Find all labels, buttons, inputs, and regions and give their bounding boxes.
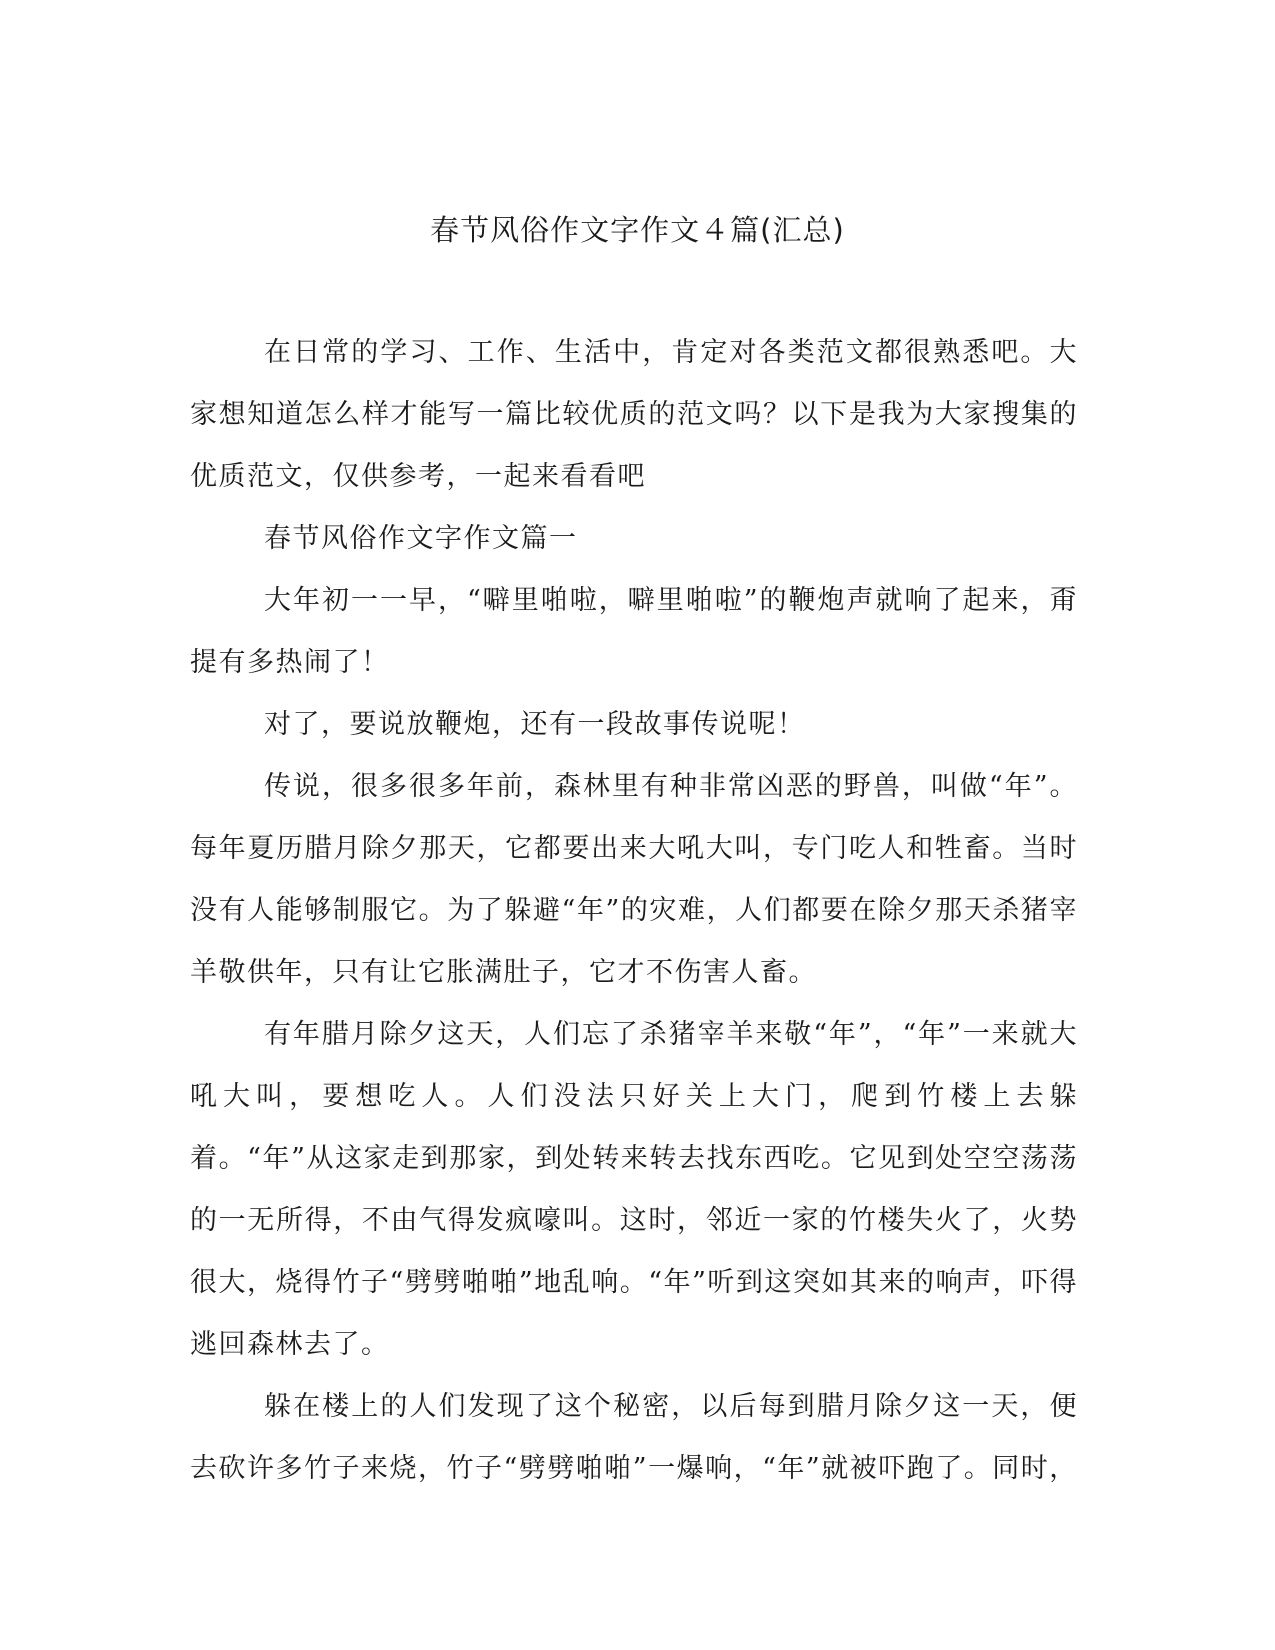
paragraph-intro: 在日常的学习、工作、生活中，肯定对各类范文都很熟悉吧。大家想知道怎么样才能写一篇比较优质的范文吗？以下是我为大家搜集的优质范文，仅供参考，一起来看看吧 <box>190 337 1078 492</box>
document-body <box>190 322 1078 1500</box>
paragraph: 有年腊月除夕这天，人们忘了杀猪宰羊来敬“年”，“年”一来就大吼大叫，要想吃人。人们没法只好关上大门，爬到竹楼上去躲着。“年”从这家走到那家，到处转来转去找东西吃。它见到处空空荡荡的一无所得，不由气得发疯嚎叫。这时，邻近一家的竹楼失火了，火势很大，烧得竹子“劈劈啪啪”地乱响。“年”听到这突如其来的响声，吓得逃回森林去了。 <box>190 1019 1078 1360</box>
paragraph: 大年初一一早，“噼里啪啦，噼里啪啦”的鞭炮声就响了起来，甭提有多热闹了！ <box>190 585 1078 678</box>
document-title: 春节风俗作文字作文４篇(汇总) <box>430 213 845 247</box>
paragraph: 躲在楼上的人们发现了这个秘密，以后每到腊月除夕这一天，便去砍许多竹子来烧，竹子“劈劈啪啪”一爆响，“年”就被吓跑了。同时， <box>190 1391 1078 1484</box>
paragraph: 对了，要说放鞭炮，还有一段故事传说呢！ <box>264 709 806 740</box>
section-heading: 春节风俗作文字作文篇一 <box>264 523 578 554</box>
paragraph: 传说，很多很多年前，森林里有种非常凶恶的野兽，叫做“年”。每年夏历腊月除夕那天，它都要出来大吼大叫，专门吃人和牲畜。当时没有人能够制服它。为了躲避“年”的灾难，人们都要在除夕那天杀猪宰羊敬供年，只有让它胀满肚子，它才不伤害人畜。 <box>190 771 1078 988</box>
